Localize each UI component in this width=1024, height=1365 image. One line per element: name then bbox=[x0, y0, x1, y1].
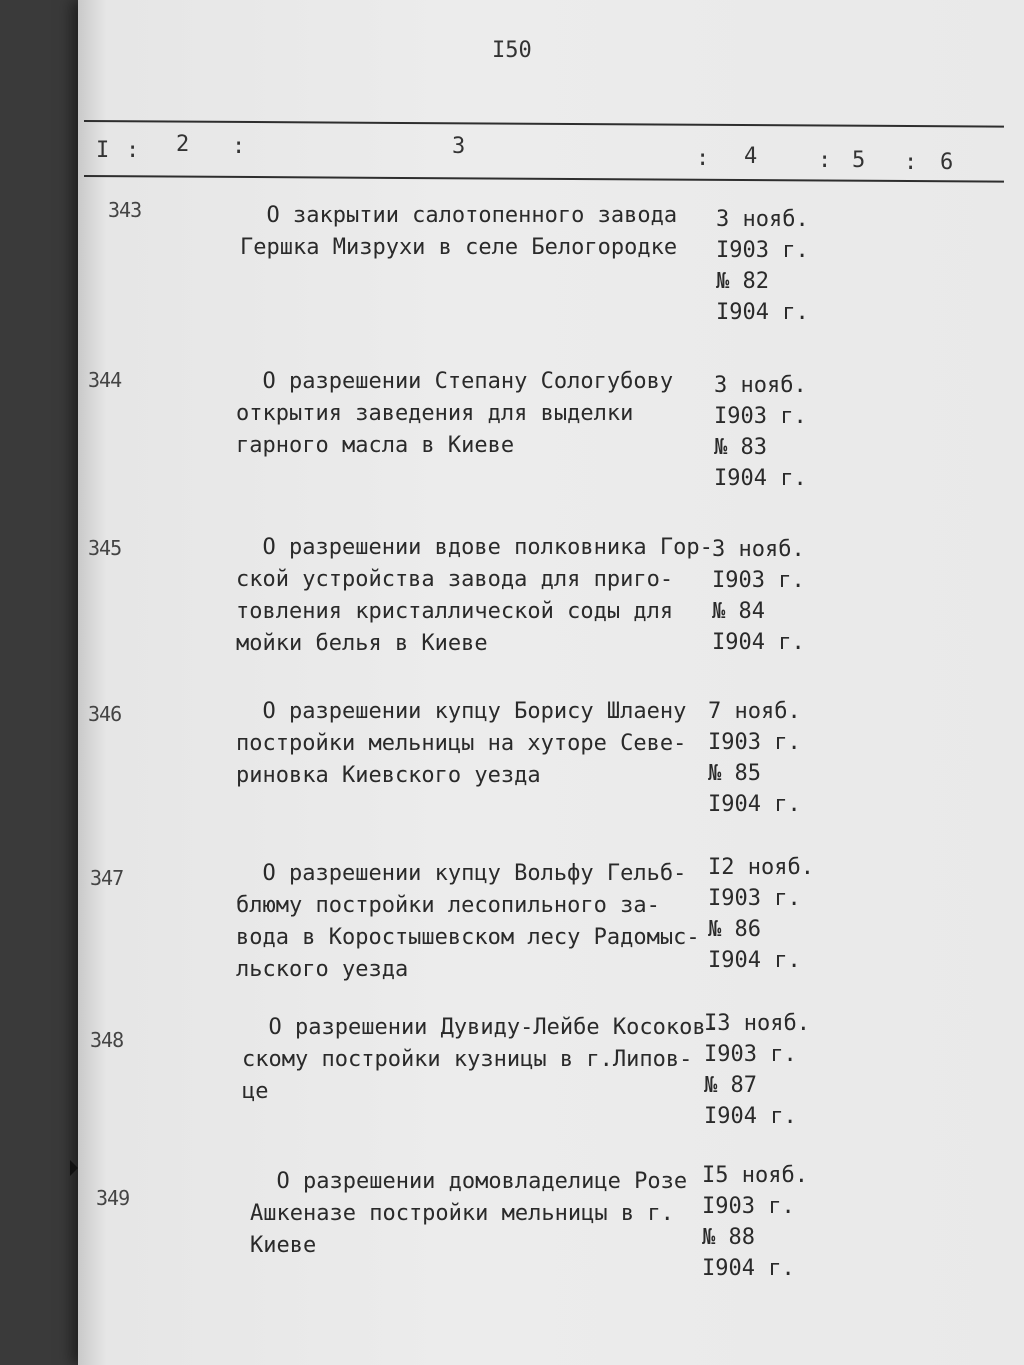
entry-number: 343 bbox=[108, 198, 142, 222]
entry-date-line: 3 нояб. bbox=[712, 537, 805, 562]
entry-title-line: ской устройства завода для приго- bbox=[236, 567, 674, 592]
header-separator: : bbox=[696, 146, 710, 171]
entry-title-line: це bbox=[242, 1079, 269, 1104]
entry-date-line: I903 г. bbox=[708, 730, 801, 755]
entry-title-line: О разрешении купцу Борису Шлаену bbox=[236, 699, 687, 724]
entry-title bbox=[236, 858, 716, 986]
entry-title-line: блюму постройки лесопильного за- bbox=[236, 893, 660, 918]
entry-date-line: № 83 bbox=[714, 435, 767, 460]
entry-date-line: I904 г. bbox=[714, 466, 807, 491]
entry-number: 346 bbox=[88, 702, 122, 726]
entry-date-line: I904 г. bbox=[716, 300, 809, 325]
page-number: I50 bbox=[492, 38, 532, 63]
entry-title-line: товления кристаллической соды для bbox=[236, 599, 674, 624]
header-col-4: 4 bbox=[744, 144, 758, 169]
binding-mark bbox=[70, 1160, 78, 1176]
entry-title-line: вода в Коростышевском лесу Радомыс- bbox=[236, 925, 700, 950]
header-col-5: 5 bbox=[852, 148, 866, 173]
entry-title bbox=[236, 532, 716, 660]
entry-number: 344 bbox=[88, 368, 122, 392]
entry-date-line: № 84 bbox=[712, 599, 765, 624]
entry-date-line: № 87 bbox=[704, 1073, 757, 1098]
entry-date-line: I903 г. bbox=[712, 568, 805, 593]
header-col-2: 2 bbox=[176, 132, 190, 157]
header-separator: : bbox=[232, 134, 246, 159]
entry-date bbox=[714, 370, 824, 494]
entry-date-line: № 85 bbox=[708, 761, 761, 786]
header-separator: : bbox=[904, 150, 918, 175]
entry-date-line: I3 нояб. bbox=[704, 1011, 810, 1036]
entry-title-line: постройки мельницы на хуторе Севе- bbox=[236, 731, 687, 756]
header-col-6: 6 bbox=[940, 150, 954, 175]
entry-number: 347 bbox=[90, 866, 124, 890]
entry-title bbox=[236, 696, 716, 792]
entry-date bbox=[716, 204, 826, 328]
entry-date-line: I903 г. bbox=[708, 886, 801, 911]
entry-date-line: I904 г. bbox=[702, 1256, 795, 1281]
entry-date-line: I904 г. bbox=[704, 1104, 797, 1129]
entry-date-line: 7 нояб. bbox=[708, 699, 801, 724]
entry-number: 349 bbox=[96, 1186, 130, 1210]
entry-date-line: № 82 bbox=[716, 269, 769, 294]
entry-title-line: льского уезда bbox=[236, 957, 409, 982]
header-separator: : bbox=[126, 138, 140, 163]
entry-date-line: 3 нояб. bbox=[716, 207, 809, 232]
entry-title-line: риновка Киевского уезда bbox=[236, 763, 541, 788]
entry-title bbox=[240, 200, 720, 264]
entry-date-line: № 86 bbox=[708, 917, 761, 942]
entry-title bbox=[242, 1012, 722, 1108]
entry-date-line: I903 г. bbox=[716, 238, 809, 263]
entry-title-line: открытия заведения для выделки bbox=[236, 401, 634, 426]
entry-number: 348 bbox=[90, 1028, 124, 1052]
entry-date-line: I904 г. bbox=[708, 792, 801, 817]
entry-title-line: Ашкеназе постройки мельницы в г. bbox=[250, 1201, 674, 1226]
entry-title bbox=[236, 366, 716, 462]
entry-date-line: 3 нояб. bbox=[714, 373, 807, 398]
header-col-3: 3 bbox=[452, 134, 466, 159]
entry-date bbox=[708, 852, 818, 976]
entry-date bbox=[712, 534, 822, 658]
header-separator: : bbox=[818, 148, 832, 173]
entry-title bbox=[250, 1166, 730, 1262]
entry-title-line: Гершка Мизрухи в селе Белогородке bbox=[240, 235, 678, 260]
entry-title-line: Киеве bbox=[250, 1233, 317, 1258]
entry-date-line: I903 г. bbox=[704, 1042, 797, 1067]
entry-title-line: О разрешении домовладелице Розе bbox=[250, 1169, 688, 1194]
entry-title-line: О разрешении Дувиду-Лейбе Косоков- bbox=[242, 1015, 719, 1040]
entry-date-line: I5 нояб. bbox=[702, 1163, 808, 1188]
entry-date-line: I903 г. bbox=[714, 404, 807, 429]
entry-title-line: О разрешении вдове полковника Гор- bbox=[236, 535, 713, 560]
entry-date bbox=[702, 1160, 812, 1284]
entry-title-line: скому постройки кузницы в г.Липов- bbox=[242, 1047, 693, 1072]
entry-number: 345 bbox=[88, 536, 122, 560]
entry-title-line: мойки белья в Киеве bbox=[236, 631, 488, 656]
header-col-1: I bbox=[96, 138, 110, 163]
entry-title-line: гарного масла в Киеве bbox=[236, 433, 515, 458]
entry-date-line: I2 нояб. bbox=[708, 855, 814, 880]
entry-date bbox=[708, 696, 818, 820]
entry-title-line: О разрешении Степану Сологубову bbox=[236, 369, 674, 394]
entry-date bbox=[704, 1008, 814, 1132]
entry-date-line: I904 г. bbox=[712, 630, 805, 655]
entry-title-line: О закрытии салотопенного завода bbox=[240, 203, 678, 228]
entry-date-line: № 88 bbox=[702, 1225, 755, 1250]
entry-date-line: I903 г. bbox=[702, 1194, 795, 1219]
entry-title-line: О разрешении купцу Вольфу Гельб- bbox=[236, 861, 687, 886]
entry-date-line: I904 г. bbox=[708, 948, 801, 973]
